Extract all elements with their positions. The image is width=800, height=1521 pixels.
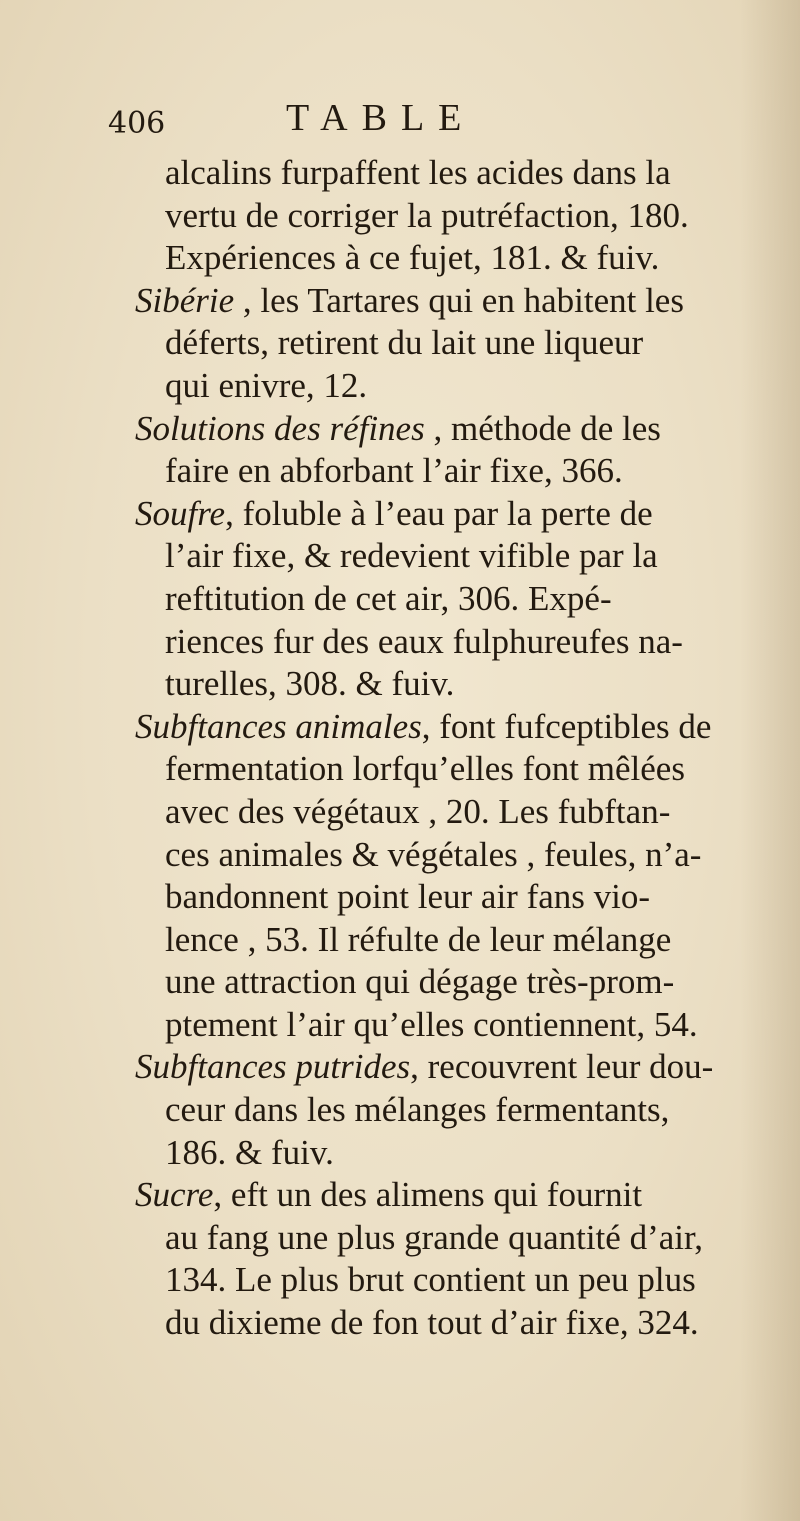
text-line bbox=[135, 1302, 735, 1345]
entry-heading: Subftances animales bbox=[135, 706, 422, 746]
text-line bbox=[135, 1259, 735, 1302]
text-line bbox=[135, 195, 735, 238]
line-text: l’air fixe, & redevient vifible par la bbox=[165, 536, 658, 576]
line-text: bandonnent point leur air fans vio- bbox=[165, 877, 651, 917]
line-text: vertu de corriger la putréfaction, 180. bbox=[165, 195, 689, 235]
text-line bbox=[135, 961, 735, 1004]
entry-heading: Sibérie bbox=[135, 280, 235, 320]
line-text: ceur dans les mélanges fermentants, bbox=[165, 1090, 670, 1130]
index-entry-line bbox=[135, 1174, 735, 1217]
line-text: au fang une plus grande quantité d’air, bbox=[165, 1217, 703, 1257]
line-text: déferts, retirent du lait une liqueur bbox=[165, 323, 644, 363]
line-text: 134. Le plus brut contient un peu plus bbox=[165, 1260, 696, 1300]
index-text bbox=[135, 152, 735, 1345]
line-text: Expériences à ce fujet, 181. & fuiv. bbox=[165, 238, 660, 278]
line-text: avec des végétaux , 20. Les fubftan- bbox=[165, 791, 671, 831]
text-line bbox=[135, 322, 735, 365]
text-line bbox=[135, 791, 735, 834]
line-text: alcalins furpaffent les acides dans la bbox=[165, 153, 671, 192]
entry-heading: Soufre bbox=[135, 493, 226, 533]
line-text: ptement l’air qu’elles contiennent, 54. bbox=[165, 1004, 698, 1044]
line-text: turelles, 308. & fuiv. bbox=[165, 664, 455, 704]
line-text: , eft un des alimens qui fournit bbox=[213, 1175, 643, 1215]
text-line bbox=[135, 663, 735, 706]
page-number: 406 bbox=[108, 106, 166, 141]
index-entry-line bbox=[135, 408, 735, 451]
text-line bbox=[135, 365, 735, 408]
line-text: , méthode de les bbox=[424, 408, 661, 448]
line-text: qui enivre, 12. bbox=[165, 365, 368, 405]
text-line bbox=[135, 1089, 735, 1132]
text-line bbox=[135, 1217, 735, 1260]
line-text: , foluble à l’eau par la perte de bbox=[225, 493, 653, 533]
line-text: du dixieme de fon tout d’air fixe, 324. bbox=[165, 1303, 699, 1343]
text-line bbox=[135, 152, 735, 195]
index-entry-line bbox=[135, 1046, 735, 1089]
text-line bbox=[135, 748, 735, 791]
entry-heading: Solutions des réfines bbox=[135, 408, 425, 448]
line-text: faire en abforbant l’air fixe, 366. bbox=[165, 451, 623, 491]
text-line bbox=[135, 535, 735, 578]
line-text: , les Tartares qui en habitent les bbox=[234, 280, 684, 320]
text-line bbox=[135, 621, 735, 664]
entry-heading: Subftances putrides bbox=[135, 1047, 411, 1087]
text-line bbox=[135, 450, 735, 493]
text-line bbox=[135, 834, 735, 877]
line-text: reftitution de cet air, 306. Expé- bbox=[165, 578, 612, 618]
line-text: fermentation lorfqu’elles font mêlées bbox=[165, 749, 685, 789]
line-text: 186. & fuiv. bbox=[165, 1132, 334, 1172]
text-line bbox=[135, 876, 735, 919]
text-line bbox=[135, 237, 735, 280]
text-line bbox=[135, 1132, 735, 1175]
text-line bbox=[135, 1004, 735, 1047]
text-line bbox=[135, 578, 735, 621]
index-entry-line bbox=[135, 280, 735, 323]
line-text: lence , 53. Il réfulte de leur mélange bbox=[165, 919, 672, 959]
line-text: , recouvrent leur dou- bbox=[410, 1047, 714, 1087]
entry-heading: Sucre bbox=[135, 1175, 214, 1215]
index-entry-line bbox=[135, 706, 735, 749]
line-text: ces animales & végétales , feules, n’a- bbox=[165, 834, 702, 874]
running-title: TABLE bbox=[286, 97, 476, 139]
index-entry-line bbox=[135, 493, 735, 536]
line-text: une attraction qui dégage très-prom- bbox=[165, 962, 675, 1002]
page-header bbox=[108, 96, 708, 146]
line-text: riences fur des eaux fulphureufes na- bbox=[165, 621, 683, 661]
text-line bbox=[135, 919, 735, 962]
line-text: , font fufceptibles de bbox=[421, 706, 712, 746]
